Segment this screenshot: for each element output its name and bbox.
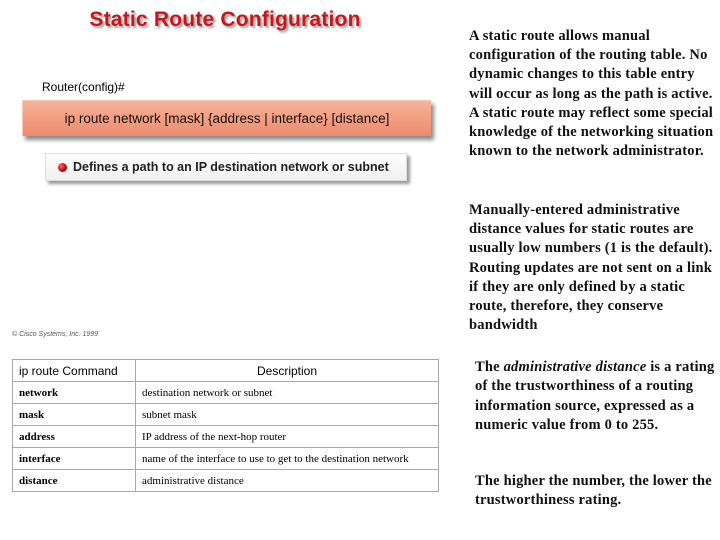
router-config-prompt: Router(config)# <box>42 80 125 94</box>
description-cell: administrative distance <box>136 470 439 492</box>
slide-title: Static Route Configuration <box>89 8 361 31</box>
ad-term-emphasis: administrative distance <box>503 359 647 375</box>
default-distance-note: Manually-entered administrative distance values for static routes are usually low numbers (1 is the default). <box>469 202 713 257</box>
command-cell: network <box>13 382 136 404</box>
command-cell: interface <box>13 448 136 470</box>
table-header-row <box>13 360 439 382</box>
static-route-explanation: A static route allows manual configuration of the routing table. No dynamic changes to this table entry will occur as long as the path is active. A static route may reflect some special knowledge of the networking situation known to the network administrator. <box>469 28 714 160</box>
administrative-distance-notes <box>469 201 714 335</box>
definition-text: Defines a path to an IP destination network or subnet <box>73 160 389 174</box>
command-cell: address <box>13 426 136 448</box>
administrative-distance-definition <box>475 358 720 436</box>
routing-updates-note: Routing updates are not sent on a link if they are only defined by a static route, therefore, they conserve bandwidth <box>469 259 713 334</box>
command-syntax-text: ip route network [mask] {address | interface} [distance] <box>64 111 390 126</box>
table-row <box>13 470 439 492</box>
ad-definition-suffix: is a rating of the trustworthiness of a routing information source, expressed as a numeric value from 0 to 255. <box>475 359 715 434</box>
trustworthiness-note: The higher the number, the lower the trustworthiness rating. <box>475 473 712 509</box>
table-row <box>13 404 439 426</box>
table-row <box>13 448 439 470</box>
description-cell: name of the interface to use to get to the destination network <box>136 448 439 470</box>
table-row <box>13 382 439 404</box>
definition-box <box>45 153 407 181</box>
command-cell: distance <box>13 470 136 492</box>
ad-definition-prefix: The <box>475 359 504 375</box>
command-syntax-box <box>22 100 431 136</box>
command-cell: mask <box>13 404 136 426</box>
header-command: ip route Command <box>13 360 136 382</box>
red-bullet-icon <box>58 163 67 172</box>
description-cell: destination network or subnet <box>136 382 439 404</box>
header-description: Description <box>136 360 439 382</box>
table-row <box>13 426 439 448</box>
description-cell: subnet mask <box>136 404 439 426</box>
copyright-notice: © Cisco Systems, Inc. 1999 <box>12 331 99 338</box>
description-cell: IP address of the next-hop router <box>136 426 439 448</box>
ip-route-parameters-table <box>12 359 439 492</box>
